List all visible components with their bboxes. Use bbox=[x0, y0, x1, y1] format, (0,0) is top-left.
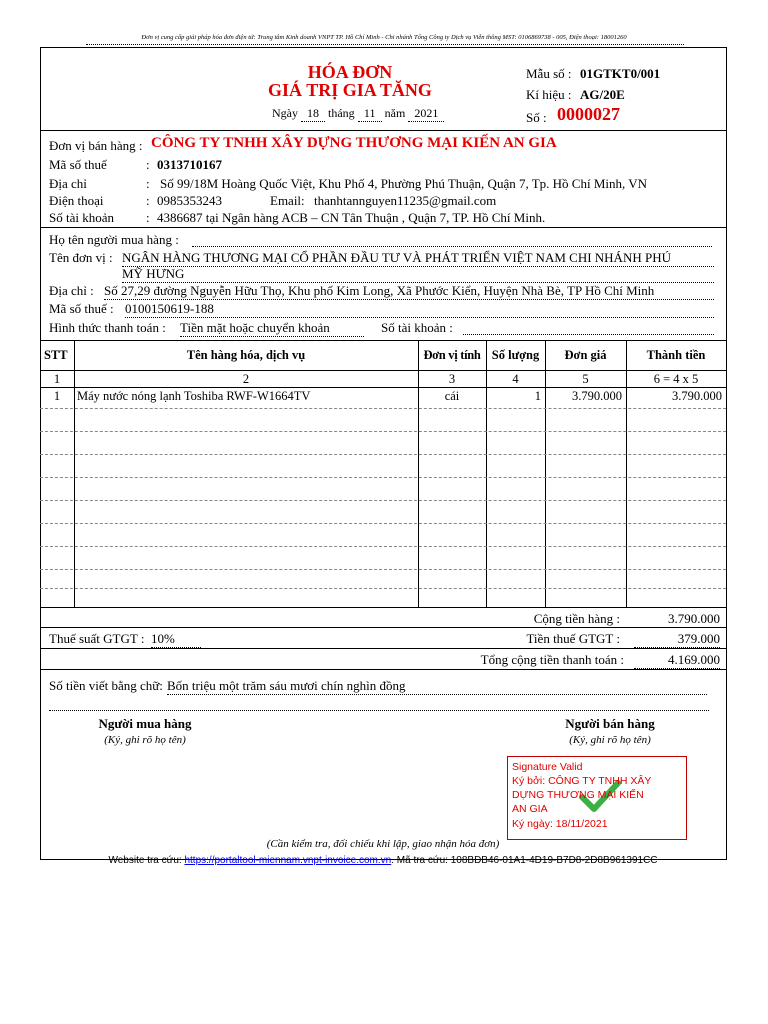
seller-address: Số 99/18M Hoàng Quốc Việt, Khu Phố 4, Phường Phú Thuận, Quận 7, Tp. Hồ Chí Minh, VN bbox=[160, 176, 648, 191]
website-label: Website tra cứu: bbox=[108, 855, 182, 866]
col-header-unit: Đơn vị tính bbox=[423, 348, 481, 362]
header-divider bbox=[40, 130, 726, 131]
date-day: 18 bbox=[301, 106, 325, 122]
row-name: Máy nước nóng lạnh Toshiba RWF-W1664TV bbox=[77, 389, 311, 403]
seller-account-colon: : bbox=[146, 210, 150, 225]
buyer-sign-title: Người mua hàng bbox=[98, 716, 192, 731]
index-name: 2 bbox=[242, 372, 250, 386]
symbol-value: AG/20E bbox=[580, 87, 625, 102]
index-stt: 1 bbox=[53, 372, 61, 386]
row-line bbox=[40, 523, 726, 524]
seller-phone-label: Điện thoại bbox=[49, 193, 104, 208]
row-line bbox=[40, 569, 726, 570]
row-amount: 3.790.000 bbox=[672, 389, 722, 403]
seller-email-label: Email: bbox=[270, 193, 305, 208]
total-value: 4.169.000 bbox=[634, 652, 720, 669]
buyer-payment: Tiền mặt hoặc chuyển khoản bbox=[180, 320, 364, 337]
row-line bbox=[40, 477, 726, 478]
seller-account-label: Số tài khoản bbox=[49, 210, 114, 225]
number-label: Số : bbox=[526, 110, 547, 125]
row-unit: cái bbox=[444, 389, 460, 403]
form-label: Mẫu số : bbox=[526, 66, 572, 81]
title-line2: GIÁ TRỊ GIA TĂNG bbox=[268, 80, 432, 100]
form-value: 01GTKT0/001 bbox=[580, 66, 661, 81]
col-header-stt: STT bbox=[44, 348, 68, 362]
provider-note: Đơn vị cung cấp giải pháp hóa đơn điện tử: Trung tâm Kinh doanh VNPT TP. Hồ Chí Minh - Chi nhánh Tổng Công ty Dịch vụ Viễn thông MST: 0106869738 - 005, Điện thoại: 18001260 bbox=[141, 34, 627, 41]
row-price: 3.790.000 bbox=[572, 389, 622, 403]
lookup-label: . Mã tra cứu: bbox=[391, 855, 448, 866]
vat-rate-value: 10% bbox=[151, 631, 201, 648]
buyer-person-label: Họ tên người mua hàng : bbox=[49, 232, 179, 247]
date-label-year: năm bbox=[384, 106, 406, 120]
row-qty: 1 bbox=[534, 389, 541, 403]
row-stt: 1 bbox=[53, 389, 61, 403]
digital-signature-box bbox=[507, 756, 687, 840]
subtotal-value: 3.790.000 bbox=[634, 611, 720, 628]
buyer-unit-line1: NGÂN HÀNG THƯƠNG MẠI CỔ PHẦN ĐẦU TƯ VÀ PHÁT TRIỂN VIỆT NAM CHI NHÁNH PHÚ bbox=[122, 250, 714, 267]
subtotal-divider bbox=[40, 627, 726, 628]
signature-signer-line1: Ký bởi: CÔNG TY TNHH XÂY bbox=[512, 775, 652, 787]
buyer-person bbox=[192, 232, 712, 247]
signature-signer-line2: DỰNG THƯƠNG MẠI KIẾN bbox=[512, 789, 644, 801]
buyer-address: Số 27,29 đường Nguyễn Hữu Thọ, Khu phố Kim Long, Xã Phước Kiển, Huyện Nhà Bè, TP Hồ Chí Minh bbox=[104, 283, 714, 300]
seller-tax-colon: : bbox=[146, 157, 150, 172]
total-label: Tổng cộng tiền thanh toán : bbox=[480, 652, 624, 667]
buyer-tax-code: 0100150619-188 bbox=[125, 301, 714, 318]
index-amount: 6 = 4 x 5 bbox=[653, 372, 699, 386]
col-header-name: Tên hàng hóa, dịch vụ bbox=[186, 348, 306, 362]
seller-account: 4386687 tại Ngân hàng ACB – CN Tân Thuận , Quận 7, TP. Hồ Chí Minh. bbox=[157, 210, 546, 225]
subtotal-label: Cộng tiền hàng : bbox=[533, 611, 620, 626]
seller-name: CÔNG TY TNHH XÂY DỰNG THƯƠNG MẠI KIẾN AN GIA bbox=[151, 135, 557, 151]
buyer-sign-note: (Ký, ghi rõ họ tên) bbox=[104, 734, 186, 746]
amount-words: Bốn triệu một trăm sáu mươi chín nghìn đồng bbox=[167, 678, 707, 695]
items-table bbox=[40, 340, 726, 607]
col-header-qty: Số lượng bbox=[491, 348, 540, 362]
vat-value: 379.000 bbox=[634, 631, 720, 648]
col-header-price: Đơn giá bbox=[564, 348, 607, 362]
buyer-unit-label: Tên đơn vị : bbox=[49, 250, 113, 265]
row-line bbox=[40, 588, 726, 589]
invoice-date bbox=[272, 106, 444, 122]
buyer-payment-label: Hình thức thanh toán : bbox=[49, 320, 166, 335]
seller-email: thanhtannguyen11235@gmail.com bbox=[314, 193, 497, 208]
index-unit: 3 bbox=[448, 372, 456, 386]
table-bottom-line bbox=[40, 607, 726, 608]
buyer-account-label: Số tài khoản : bbox=[381, 320, 453, 335]
website-link[interactable]: https://portaltool-miennam.vnpt-invoice.com.vn bbox=[184, 855, 392, 866]
buyer-account bbox=[463, 320, 714, 335]
row-line bbox=[40, 546, 726, 547]
date-label-month: tháng bbox=[328, 106, 355, 120]
seller-address-colon: : bbox=[146, 176, 150, 191]
date-year: 2021 bbox=[408, 106, 444, 122]
footer-note: (Cần kiểm tra, đối chiếu khi lập, giao nhận hóa đơn) bbox=[266, 838, 500, 850]
seller-tax-code: 0313710167 bbox=[157, 157, 222, 172]
amount-words-label: Số tiền viết bằng chữ: bbox=[49, 678, 163, 693]
seller-sign-note: (Ký, ghi rõ họ tên) bbox=[569, 734, 651, 746]
amount-words-dotline bbox=[49, 710, 709, 711]
header-row-line bbox=[40, 370, 726, 371]
date-month: 11 bbox=[358, 106, 382, 122]
seller-name-label: Đơn vị bán hàng : bbox=[49, 138, 143, 153]
vat-label: Tiền thuế GTGT : bbox=[526, 631, 620, 646]
vat-divider bbox=[40, 648, 726, 649]
row-line bbox=[40, 500, 726, 501]
row-line bbox=[40, 408, 726, 409]
index-qty: 4 bbox=[512, 372, 519, 386]
title-line1: HÓA ĐƠN bbox=[307, 62, 393, 82]
signature-valid: Signature Valid bbox=[512, 761, 583, 773]
row-line bbox=[40, 431, 726, 432]
col-header-amount: Thành tiền bbox=[646, 348, 706, 362]
seller-tax-label: Mã số thuế bbox=[49, 157, 107, 172]
seller-address-label: Địa chỉ bbox=[49, 176, 87, 191]
vat-rate-label: Thuế suất GTGT : bbox=[49, 631, 145, 646]
number-value: 0000027 bbox=[557, 104, 620, 124]
buyer-address-label: Địa chỉ : bbox=[49, 283, 94, 298]
seller-phone-colon: : bbox=[146, 193, 150, 208]
signature-date: Ký ngày: 18/11/2021 bbox=[512, 818, 608, 830]
seller-sign-title: Người bán hàng bbox=[565, 716, 655, 731]
seller-phone: 0985353243 bbox=[157, 193, 222, 208]
date-label-day: Ngày bbox=[272, 106, 298, 120]
total-divider bbox=[40, 669, 726, 670]
index-price: 5 bbox=[582, 372, 589, 386]
buyer-unit-line2: MỸ HƯNG bbox=[122, 266, 714, 283]
provider-note-dotline bbox=[86, 44, 684, 45]
row-line bbox=[40, 454, 726, 455]
footer-lookup bbox=[40, 855, 726, 866]
signature-signer-line3: AN GIA bbox=[512, 803, 548, 815]
buyer-tax-label: Mã số thuế : bbox=[49, 301, 114, 316]
lookup-code: 108BDB46-01A1-4D19-B7D8-2D8B961391CC bbox=[450, 855, 658, 866]
seller-divider bbox=[40, 227, 726, 228]
symbol-label: Kí hiệu : bbox=[526, 87, 572, 102]
index-row-line bbox=[40, 387, 726, 388]
